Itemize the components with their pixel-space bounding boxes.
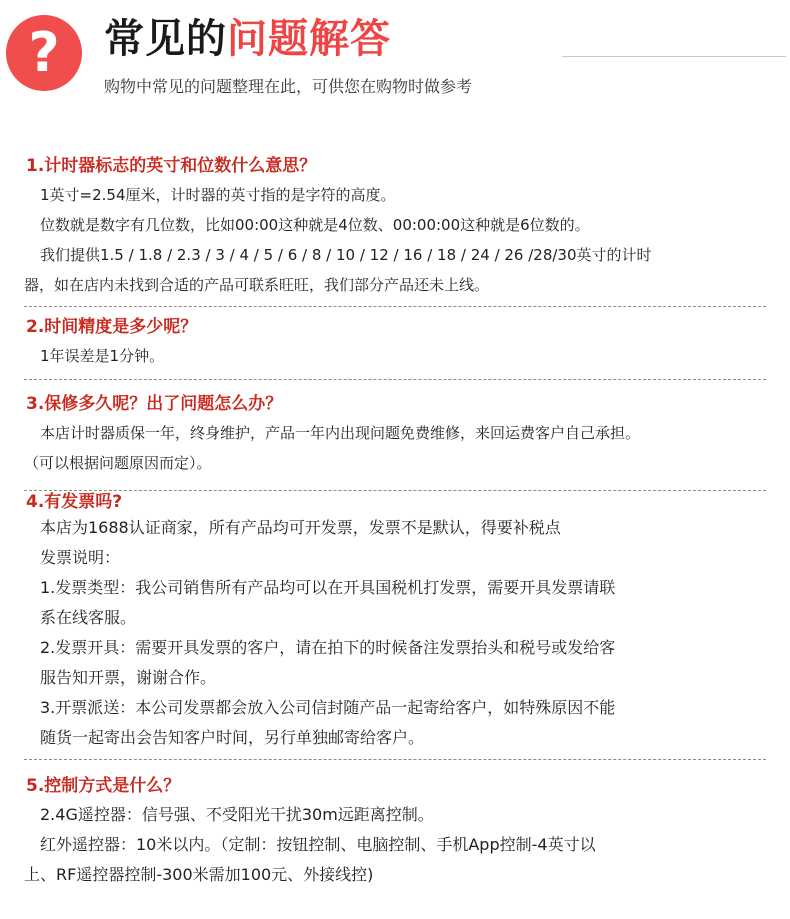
faq-question: 2.时间精度是多少呢？ [26, 317, 198, 337]
question-mark-icon: ? [6, 15, 82, 91]
faq-answer-line: 发票说明： [40, 548, 121, 567]
faq-answer-line: 系在线客服。 [40, 608, 137, 627]
faq-answer-line: 上、RF遥控器控制-300米需加100元、外接线控) [24, 865, 374, 884]
faq-item-control [24, 772, 766, 892]
faq-answer-line: 位数就是数字有几位数，比如00:00这种就是4位数、00:00:00这种就是6位数的。 [40, 216, 590, 234]
faq-answer-line: 1英寸=2.54厘米，计时器的英寸指的是字符的高度。 [40, 186, 396, 204]
faq-answer-line: 随货一起寄出会告知客户时间，另行单独邮寄给客户。 [40, 728, 425, 747]
faq-answer-line: 1年误差是1分钟。 [40, 347, 165, 365]
faq-answer-line: 本店为1688认证商家，所有产品均可开发票，发票不是默认，得要补税点 [40, 518, 561, 537]
faq-item-invoice [24, 491, 766, 759]
faq-question: 1.计时器标志的英寸和位数什么意思？ [26, 156, 317, 176]
faq-answer-line: （可以根据问题原因而定）。 [24, 454, 212, 472]
faq-answer-line: 2.发票开具：需要开具发票的客户，请在拍下的时候备注发票抬头和税号或发给客 [40, 638, 616, 657]
faq-item-warranty [24, 390, 766, 490]
title-red-part: 问题解答 [227, 16, 391, 62]
faq-answer-line: 器，如在店内未找到合适的产品可联系旺旺，我们部分产品还未上线。 [24, 276, 490, 294]
page-subtitle: 购物中常见的问题整理在此，可供您在购物时做参考 [104, 77, 473, 96]
faq-item-inch-digits [24, 152, 766, 306]
faq-item-accuracy [24, 313, 766, 379]
faq-question: 4.有发票吗? [26, 492, 123, 512]
page-title [104, 12, 391, 66]
faq-answer-line: 红外遥控器：10米以内。（定制：按钮控制、电脑控制、手机App控制-4英寸以 [40, 835, 596, 854]
page-header [0, 0, 790, 120]
faq-answer-line: 2.4G遥控器：信号强、不受阳光干扰30m远距离控制。 [40, 805, 434, 824]
faq-question: 3.保修多久呢？出了问题怎么办？ [26, 394, 283, 414]
faq-list [24, 150, 766, 892]
faq-answer-line: 服告知开票，谢谢合作。 [40, 668, 217, 687]
faq-answer-line: 我们提供1.5 / 1.8 / 2.3 / 3 / 4 / 5 / 6 / 8 / 10 / 12 / 16 / 18 / 24 / 26 /28/30英寸的计时 [40, 246, 652, 264]
faq-answer-line: 本店计时器质保一年，终身维护，产品一年内出现问题免费维修，来回运费客户自己承担。 [40, 424, 641, 442]
title-dark-part: 常见的 [104, 16, 227, 62]
faq-question: 5.控制方式是什么？ [26, 776, 181, 796]
faq-answer-line: 3.开票派送：本公司发票都会放入公司信封随产品一起寄给客户，如特殊原因不能 [40, 698, 616, 717]
section-divider [24, 759, 766, 760]
section-divider [24, 379, 766, 380]
section-divider [24, 306, 766, 307]
faq-answer-line: 1.发票类型：我公司销售所有产品均可以在开具国税机打发票，需要开具发票请联 [40, 578, 616, 597]
header-divider [562, 56, 786, 57]
